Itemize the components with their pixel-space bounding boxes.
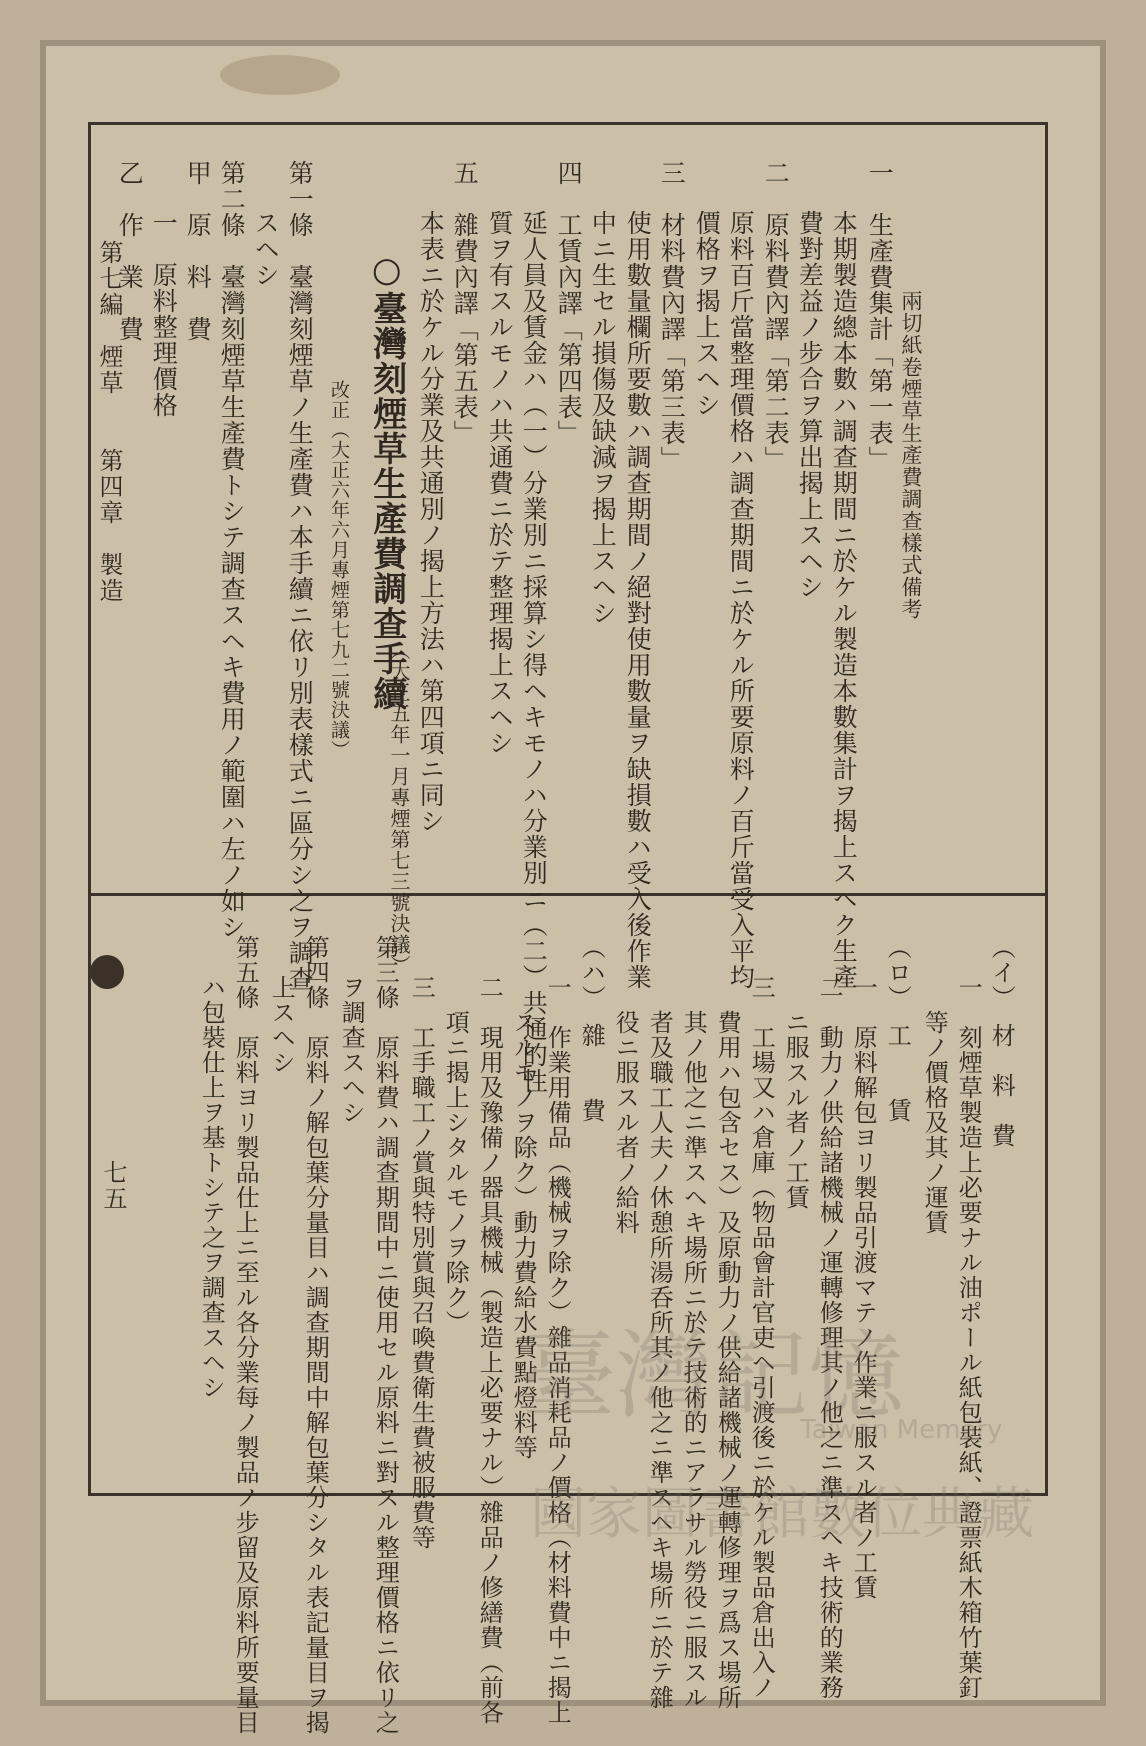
upper-line: 價格ヲ揭上スヘシ xyxy=(692,210,722,418)
lower-line: 上スヘシ xyxy=(267,975,296,1075)
lower-line: 者及職工人夫ノ休憩所湯呑所其ノ他之ニ準スヘキ場所ニ於テ雜 xyxy=(645,1010,674,1710)
article-line: 乙 作 業 費 xyxy=(115,160,145,342)
lower-line: 其ノ他之ニ準スヘキ場所ニ於テ技術的ニアラサル勞役ニ服スル xyxy=(679,1010,708,1710)
article-line: スヘシ xyxy=(251,210,281,288)
lower-line: 三 工場又ハ倉庫（物品會計官吏ヘ引渡後ニ於ケル製品倉出入ノ xyxy=(747,975,776,1700)
lower-line: 役ニ服スル者ノ給料 xyxy=(611,1010,640,1235)
lower-line: 費用ハ包含セス）及原動力ノ供給諸機械ノ運轉修理ヲ爲ス場所 xyxy=(713,1010,742,1710)
article-line: 第二條 臺灣刻煙草生產費トシテ調查スヘキ費用ノ範圍ハ左ノ如シ xyxy=(217,160,247,940)
lower-line: ハ包裝仕上ヲ基トシテ之ヲ調查スヘシ xyxy=(197,975,226,1400)
upper-line: 原料百斤當整理價格ハ調查期間ニ於ケル所要原料ノ百斤當受入平均 xyxy=(726,210,756,990)
watermark-caption: 國家圖書館數位典藏 xyxy=(530,1482,1034,1547)
upper-line: 中ニ生セル損傷及缺減ヲ揭上スヘシ xyxy=(588,210,618,626)
article-line: 第一條 臺灣刻煙草ノ生產費ハ本手續ニ依リ別表樣式ニ區分シ之ヲ調查 xyxy=(285,160,315,992)
article-line: 一 原料整理價格 xyxy=(149,210,179,418)
lower-line: ニ服スル者ノ工賃 xyxy=(781,1010,810,1210)
lower-line: 一 作業用備品（機械ヲ除ク）雜品消耗品ノ價格（材料費中ニ揭上 xyxy=(543,975,572,1725)
lower-line: スルモノヲ除ク）動力費給水費點燈料等 xyxy=(509,1010,538,1460)
chapter-heading: 第七編 煙草 第四章 製造 xyxy=(95,240,123,604)
lower-line: （イ） 材 料 費 xyxy=(987,935,1016,1148)
lower-line: 項ニ揭上シタルモノヲ除ク） xyxy=(441,1010,470,1335)
watermark-english: Taiwan Memory xyxy=(800,1415,1003,1445)
lower-line: 一 原料解包ヨリ製品引渡マテノ作業ニ服スル者ノ工賃 xyxy=(849,975,878,1600)
upper-line: 二 原料費內譯「第二表」 xyxy=(761,160,791,472)
upper-line: 質ヲ有スルモノハ共通費ニ於テ整理揭上スヘシ xyxy=(485,210,515,756)
title-note: （大正五年一月專煙第七三號決議） xyxy=(387,640,411,976)
upper-line: 使用數量欄所要數ハ調查期間ノ絕對使用數量ヲ缺損數ハ受入後作業 xyxy=(623,210,653,990)
lower-line: 第五條 原料ヨリ製品仕上ニ至ル各分業每ノ製品ノ步留及原料所要量目 xyxy=(231,935,260,1735)
lower-line: 二 動力ノ供給諸機械ノ運轉修理其ノ他之ニ準スヘキ技術的業務 xyxy=(815,975,844,1700)
upper-line: 本期製造總本數ハ調查期間ニ於ケル製造本數集計ヲ揭上スヘク生產 xyxy=(829,210,859,990)
upper-line: 三 材料費內譯「第三表」 xyxy=(657,160,687,472)
article-line: 甲 原 料 費 xyxy=(183,160,213,342)
upper-line: 費對差益ノ步合ヲ算出揭上スヘシ xyxy=(795,210,825,600)
upper-line: 四 工賃內譯「第四表」 xyxy=(554,160,584,446)
lower-line: 三 工手職工ノ賞與特別賞與召喚費衛生費被服費等 xyxy=(407,975,436,1550)
upper-line: 一 生產費集計「第一表」 xyxy=(865,160,895,472)
header-note: 兩切紙卷煙草生產費調查樣式備考 xyxy=(899,290,924,620)
watermark-logo-text: 臺灣記憶 xyxy=(520,1320,904,1432)
revision-note: 改正（大正六年六月專煙第七九二號決議） xyxy=(327,380,350,760)
section-title: ○臺灣刻煙草生產費調查手續 xyxy=(366,250,407,711)
lower-line: 等ノ價格及其ノ運賃 xyxy=(920,1010,949,1235)
upper-line: 本表ニ於ケル分業及共通別ノ揭上方法ハ第四項ニ同シ xyxy=(416,210,446,834)
lower-line: 一 刻煙草製造上必要ナル油ポール紙包裝紙、證票紙木箱竹葉釘 xyxy=(954,975,983,1700)
lower-line: 第四條 原料ノ解包葉分量目ハ調查期間中解包葉分シタル表記量目ヲ揭 xyxy=(301,935,330,1735)
page-number: 七五 xyxy=(99,1160,127,1212)
lower-line: （ハ） 雜 費 xyxy=(577,935,606,1123)
lower-line: ヲ調查スヘシ xyxy=(337,975,366,1125)
upper-line: 五 雜費內譯「第五表」 xyxy=(450,160,480,446)
age-stain xyxy=(220,55,340,95)
lower-line: 二 現用及豫備ノ器具機械（製造上必要ナル）雜品ノ修繕費（前各 xyxy=(475,975,504,1725)
upper-line: 延人員及賃金ハ（一）分業別ニ採算シ得ヘキモノハ分業別ニ（二）共通的性 xyxy=(519,210,549,1094)
lower-line: 第三條 原料費ハ調查期間中ニ使用セル原料ニ對スル整理價格ニ依リ之 xyxy=(371,935,400,1735)
lower-line: （ロ） 工 賃 xyxy=(883,935,912,1123)
